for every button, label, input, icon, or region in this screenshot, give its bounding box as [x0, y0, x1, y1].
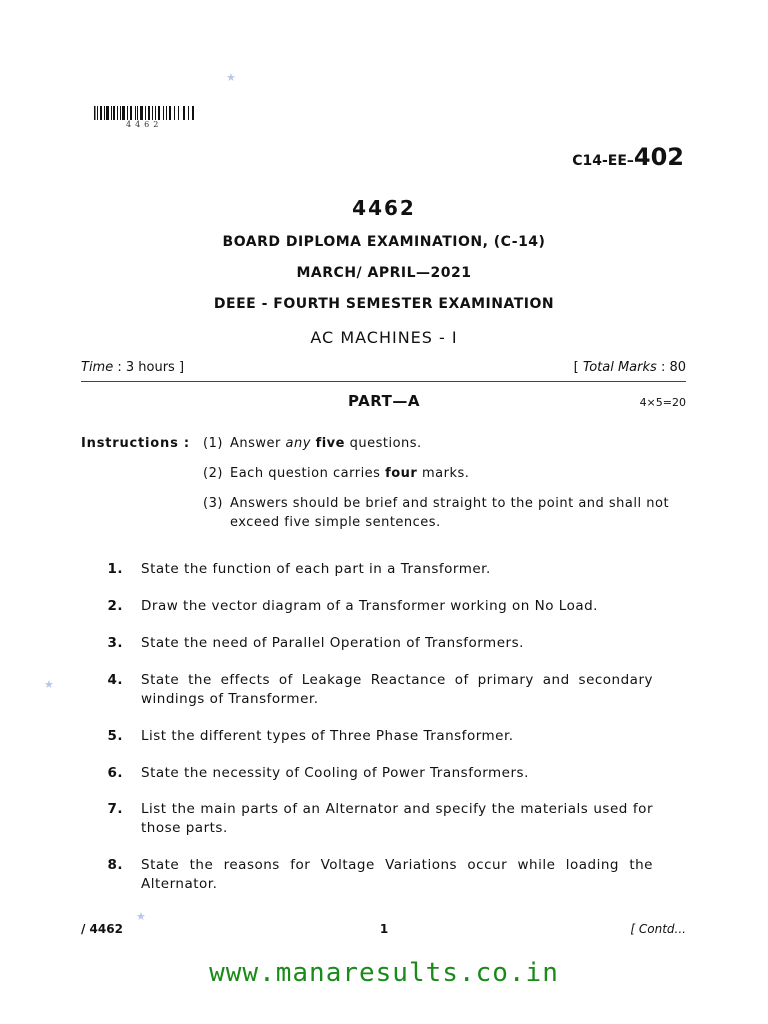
board-heading: BOARD DIPLOMA EXAMINATION, (C-14): [222, 234, 546, 250]
time-allowed: Time : 3 hours ]: [81, 360, 185, 375]
divider: [81, 381, 686, 382]
page-number: 1: [379, 922, 389, 936]
part-title: PART—A: [348, 392, 420, 410]
instructions-label: Instructions :: [81, 436, 190, 451]
total-marks: [ Total Marks : 80: [573, 360, 686, 375]
barcode-number: 4462: [126, 120, 163, 129]
continued-note: [ Contd...: [630, 922, 686, 936]
watermark-url: www.manaresults.co.in: [209, 958, 559, 988]
star-icon: ★: [136, 910, 146, 923]
footer-paper-number: / 4462: [81, 922, 123, 936]
barcode: [94, 106, 198, 120]
semester-heading: DEEE - FOURTH SEMESTER EXAMINATION: [213, 296, 555, 312]
subject-title: AC MACHINES - I: [310, 328, 458, 347]
paper-code: C14-EE–402: [572, 143, 684, 171]
star-icon: ★: [44, 678, 54, 691]
question-paper-number: 4462: [352, 196, 416, 220]
session-heading: MARCH/ APRIL—2021: [296, 265, 472, 281]
star-icon: ★: [226, 71, 236, 84]
instruction-item: (3) Answers should be brief and straight to the point and shall not exceed five simple sentences.: [203, 496, 670, 530]
instruction-item: (1) Answer any five questions.: [203, 436, 422, 451]
part-marks: 4×5=20: [639, 396, 686, 409]
instruction-item: (2) Each question carries four marks.: [203, 466, 470, 481]
